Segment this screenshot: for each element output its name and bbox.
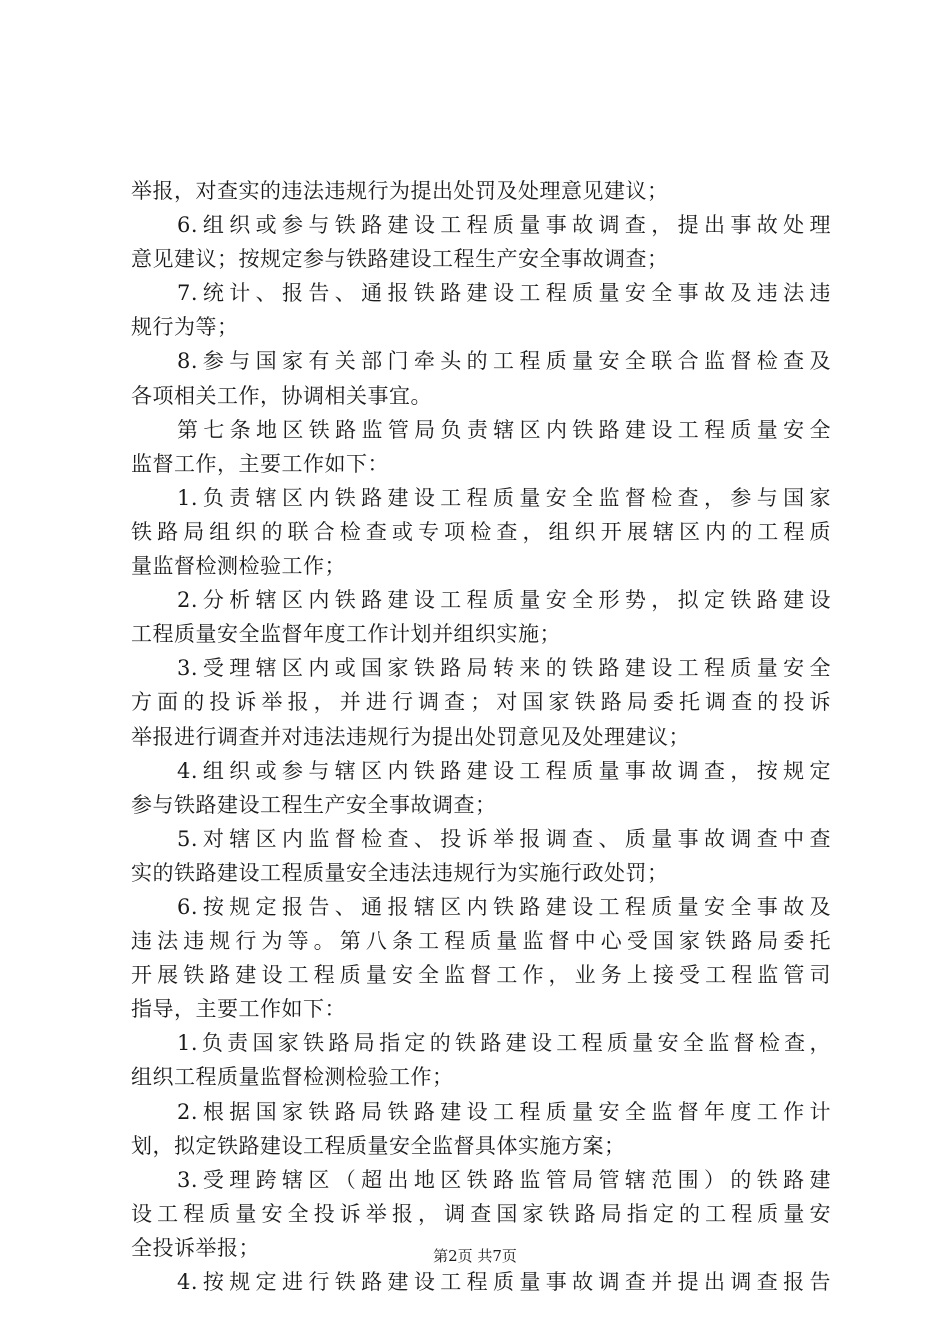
text-line: 4.按规定进行铁路建设工程质量事故调查并提出调查报告 (177, 1270, 831, 1294)
text-line: 全投诉举报； (131, 1235, 260, 1260)
text-line: 8.参与国家有关部门牵头的工程质量安全联合监督检查及 (177, 349, 831, 374)
text-line: 方面的投诉举报，并进行调查；对国家铁路局委托调查的投诉 (131, 690, 831, 715)
text-line: 2.根据国家铁路局铁路建设工程质量安全监督年度工作计 (177, 1099, 831, 1124)
text-line: 7.统计、报告、通报铁路建设工程质量安全事故及违法违 (177, 281, 831, 306)
text-line: 6.按规定报告、通报辖区内铁路建设工程质量安全事故及 (177, 894, 831, 919)
text-line: 各项相关工作，协调相关事宜。 (131, 383, 432, 408)
text-line: 开展铁路建设工程质量安全监督工作，业务上接受工程监管司 (131, 963, 831, 988)
text-line: 5.对辖区内监督检查、投诉举报调查、质量事故调查中查 (177, 826, 831, 851)
text-line: 工程质量安全监督年度工作计划并组织实施； (131, 622, 561, 647)
text-line: 4.组织或参与辖区内铁路建设工程质量事故调查，按规定 (177, 758, 831, 783)
text-line: 举报进行调查并对违法违规行为提出处罚意见及处理建议； (131, 724, 690, 749)
text-line: 2.分析辖区内铁路建设工程质量安全形势，拟定铁路建设 (177, 588, 831, 613)
text-line: 3.受理辖区内或国家铁路局转来的铁路建设工程质量安全 (177, 656, 831, 681)
text-line: 参与铁路建设工程生产安全事故调查； (131, 792, 497, 817)
text-line: 量监督检测检验工作； (131, 554, 346, 579)
text-line: 3.受理跨辖区（超出地区铁路监管局管辖范围）的铁路建 (177, 1167, 831, 1192)
text-line: 实的铁路建设工程质量安全违法违规行为实施行政处罚； (131, 860, 669, 885)
page-footer: 第2页 共7页 (433, 1247, 517, 1265)
text-line: 举报，对查实的违法违规行为提出处罚及处理意见建议； (131, 179, 669, 203)
text-line: 1.负责辖区内铁路建设工程质量安全监督检查，参与国家 (177, 485, 831, 510)
text-line: 规行为等； (131, 315, 239, 340)
text-line: 1.负责国家铁路局指定的铁路建设工程质量安全监督检查， (177, 1031, 831, 1056)
text-line: 组织工程质量监督检测检验工作； (131, 1065, 454, 1090)
text-line: 意见建议；按规定参与铁路建设工程生产安全事故调查； (131, 247, 669, 272)
text-line: 设工程质量安全投诉举报，调查国家铁路局指定的工程质量安 (131, 1201, 831, 1226)
text-line: 违法违规行为等。第八条工程质量监督中心受国家铁路局委托 (131, 929, 831, 954)
text-line: 指导，主要工作如下： (131, 997, 346, 1022)
body-text (131, 174, 831, 1299)
text-line: 划，拟定铁路建设工程质量安全监督具体实施方案； (131, 1133, 626, 1158)
text-line: 铁路局组织的联合检查或专项检查，组织开展辖区内的工程质 (131, 519, 831, 544)
text-line: 监督工作，主要工作如下： (131, 451, 389, 476)
text-line: 6.组织或参与铁路建设工程质量事故调查，提出事故处理 (177, 213, 831, 238)
text-line: 第七条地区铁路监管局负责辖区内铁路建设工程质量安全 (177, 417, 831, 442)
